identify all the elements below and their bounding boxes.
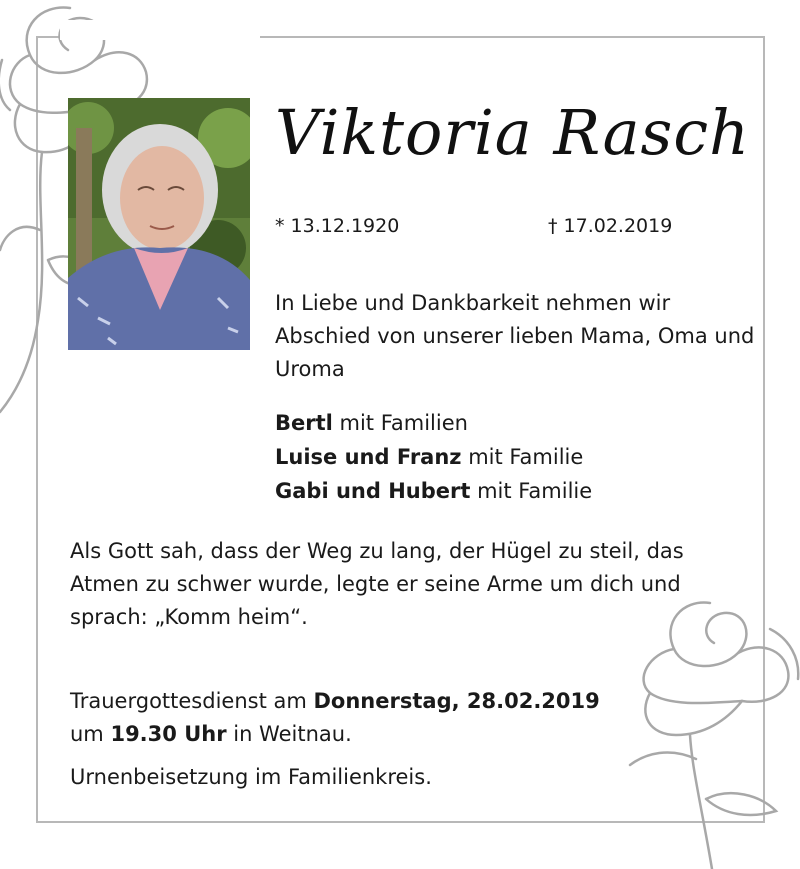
mourner-line [275, 440, 592, 474]
service-time: 19.30 Uhr [110, 722, 227, 746]
mourners-list [275, 406, 592, 508]
birth-date: * 13.12.1920 [275, 215, 400, 237]
urn-burial-note: Urnenbeisetzung im Familienkreis. [70, 765, 432, 789]
service-prefix: Trauergottesdienst am [70, 689, 314, 713]
service-time-prefix: um [70, 722, 111, 746]
mourner-name: Gabi und Hubert [275, 479, 471, 503]
service-info [70, 685, 690, 751]
deceased-name: Viktoria Rasch [275, 96, 751, 169]
service-date: Donnerstag, 28.02.2019 [313, 689, 600, 713]
mourner-line [275, 406, 592, 440]
mourner-suffix: mit Familie [461, 445, 584, 469]
mourner-line [275, 474, 592, 508]
service-location: in Weitnau. [226, 722, 352, 746]
intro-text: In Liebe und Dankbarkeit nehmen wir Abschied von unserer lieben Mama, Oma und Uroma [275, 291, 755, 381]
mourner-name: Luise und Franz [275, 445, 462, 469]
death-date: † 17.02.2019 [548, 215, 673, 237]
portrait-photo [68, 98, 250, 350]
mourner-suffix: mit Familie [470, 479, 593, 503]
mourner-suffix: mit Familien [332, 411, 468, 435]
mourner-name: Bertl [275, 411, 333, 435]
poem-text: Als Gott sah, dass der Weg zu lang, der Hügel zu steil, das Atmen zu schwer wurde, legte er seine Arme um dich und sprach: „Komm heim“. [70, 539, 684, 629]
frame-gap [60, 20, 260, 40]
